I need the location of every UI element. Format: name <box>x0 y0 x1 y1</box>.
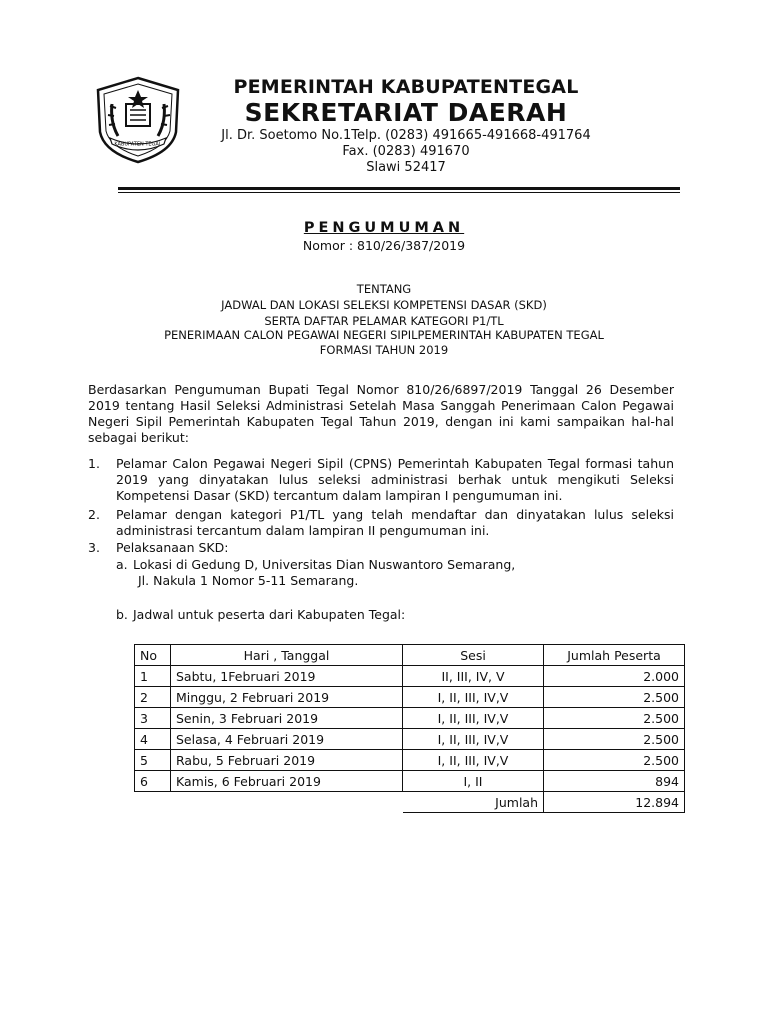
seal-caption: KABUPATEN TEGAL <box>114 141 162 148</box>
total-value: 12.894 <box>544 792 685 813</box>
subject-heading: TENTANG <box>356 282 412 296</box>
row-day: Sabtu, 1Februari 2019 <box>171 666 403 687</box>
list-item-number: 1. <box>88 456 100 471</box>
announcement-title <box>0 220 768 236</box>
table-row <box>135 771 685 792</box>
table-row <box>135 708 685 729</box>
row-count: 2.000 <box>544 666 685 687</box>
regency-seal-logo <box>92 74 184 166</box>
total-spacer <box>171 792 403 813</box>
venue-line: Lokasi di Gedung D, Universitas Dian Nuswantoro Semarang, <box>133 557 516 572</box>
letterhead-divider-thin <box>118 192 680 193</box>
row-day: Minggu, 2 Februari 2019 <box>171 687 403 708</box>
list-item-text: Pelamar dengan kategori P1/TL yang telah mendaftar dan dinyatakan lulus seleksi administrasi tercantum dalam lampiran II pengumuman ini. <box>116 507 674 538</box>
sub-item-number: b. <box>116 607 128 622</box>
row-session: I, II, III, IV,V <box>403 708 544 729</box>
row-day: Kamis, 6 Februari 2019 <box>171 771 403 792</box>
table-row <box>135 750 685 771</box>
row-session: II, III, IV, V <box>403 666 544 687</box>
row-count: 2.500 <box>544 687 685 708</box>
row-session: I, II, III, IV,V <box>403 687 544 708</box>
schedule-intro: Jadwal untuk peserta dari Kabupaten Tegal: <box>133 607 406 622</box>
letterhead-divider-thick <box>118 187 680 190</box>
row-number: 1 <box>135 666 171 687</box>
office-fax: Fax. (0283) 491670 <box>342 144 470 159</box>
subject-line: SERTA DAFTAR PELAMAR KATEGORI P1/TL <box>264 314 504 328</box>
total-label: Jumlah <box>403 792 544 813</box>
row-session: I, II, III, IV,V <box>403 729 544 750</box>
table-header-row <box>135 645 685 666</box>
column-header-no: No <box>135 645 171 666</box>
government-name: PEMERINTAH KABUPATENTEGAL <box>233 76 579 98</box>
table-row <box>135 687 685 708</box>
total-spacer <box>135 792 171 813</box>
list-item-text: Pelaksanaan SKD: <box>116 540 229 555</box>
list-item-text: Pelamar Calon Pegawai Negeri Sipil (CPNS) Pemerintah Kabupaten Tegal formasi tahun 2019 yang dinyatakan lulus seleksi administrasi berhak untuk mengikuti Seleksi Kompetensi Dasar (SKD) tercantum dalam lampiran I pengumuman ini. <box>116 456 674 503</box>
intro-paragraph: Berdasarkan Pengumuman Bupati Tegal Nomor 810/26/6897/2019 Tanggal 26 Desember 2019 tentang Hasil Seleksi Administrasi Setelah Masa Sanggah Penerimaan Calon Pegawai Negeri Sipil Pemerintah Kabupaten Tegal Tahun 2019, dengan ini kami sampaikan hal-hal sebagai berikut: <box>88 382 674 445</box>
column-header-day: Hari , Tanggal <box>171 645 403 666</box>
row-number: 4 <box>135 729 171 750</box>
office-name: SEKRETARIAT DAERAH <box>244 98 568 127</box>
table-row <box>135 729 685 750</box>
row-day: Selasa, 4 Februari 2019 <box>171 729 403 750</box>
row-session: I, II <box>403 771 544 792</box>
column-header-participants: Jumlah Peserta <box>544 645 685 666</box>
announcement-number: Nomor : 810/26/387/2019 <box>302 238 466 253</box>
venue-address: Jl. Nakula 1 Nomor 5-11 Semarang. <box>138 573 359 588</box>
subject-line: FORMASI TAHUN 2019 <box>319 343 449 357</box>
row-number: 5 <box>135 750 171 771</box>
row-session: I, II, III, IV,V <box>403 750 544 771</box>
row-count: 2.500 <box>544 708 685 729</box>
row-count: 2.500 <box>544 729 685 750</box>
row-count: 894 <box>544 771 685 792</box>
row-number: 2 <box>135 687 171 708</box>
row-day: Senin, 3 Februari 2019 <box>171 708 403 729</box>
table-row <box>135 666 685 687</box>
subject-line: PENERIMAAN CALON PEGAWAI NEGERI SIPILPEMERINTAH KABUPATEN TEGAL <box>164 328 604 342</box>
office-city: Slawi 52417 <box>366 160 446 175</box>
table-total-row <box>135 792 685 813</box>
office-address: Jl. Dr. Soetomo No.1Telp. (0283) 491665-491668-491764 <box>221 128 591 143</box>
list-item-number: 3. <box>88 540 100 555</box>
sub-item-number: a. <box>116 557 128 572</box>
row-number: 6 <box>135 771 171 792</box>
row-day: Rabu, 5 Februari 2019 <box>171 750 403 771</box>
list-item-number: 2. <box>88 507 100 522</box>
column-header-session: Sesi <box>403 645 544 666</box>
row-count: 2.500 <box>544 750 685 771</box>
schedule-table <box>134 644 685 813</box>
row-number: 3 <box>135 708 171 729</box>
subject-line: JADWAL DAN LOKASI SELEKSI KOMPETENSI DASAR (SKD) <box>221 298 547 312</box>
announcement-title-text: PENGUMUMAN <box>303 220 465 236</box>
